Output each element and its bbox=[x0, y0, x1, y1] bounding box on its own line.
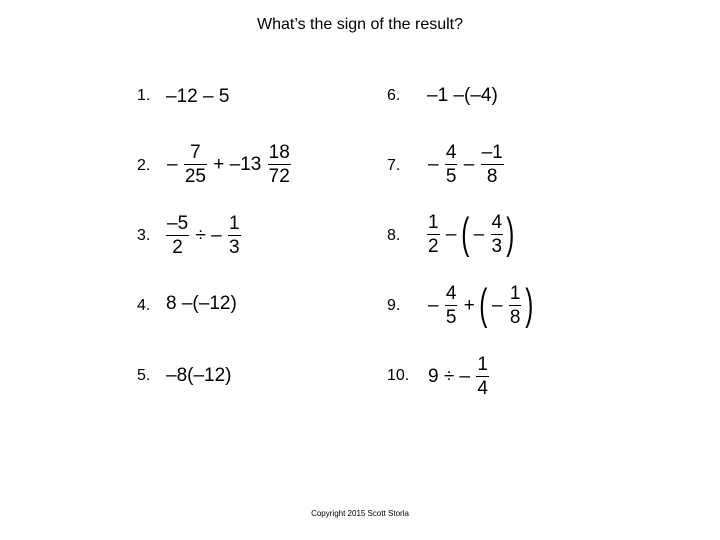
numerator: 7 bbox=[184, 143, 207, 165]
numerator: 1 bbox=[228, 213, 240, 234]
problem-expression: 8 –(–12) bbox=[166, 293, 237, 315]
denominator: 5 bbox=[445, 166, 457, 187]
operator: + –13 bbox=[213, 154, 262, 175]
problem-number: 10. bbox=[387, 367, 410, 384]
operator: – bbox=[463, 154, 475, 175]
denominator: 5 bbox=[445, 306, 457, 328]
denominator: 25 bbox=[184, 166, 206, 187]
operator: + bbox=[463, 294, 475, 316]
lead-term: 8 – bbox=[166, 293, 193, 314]
page-title: What’s the sign of the result? bbox=[256, 16, 464, 33]
numerator: 1 bbox=[477, 354, 488, 375]
denominator: 72 bbox=[268, 166, 290, 187]
fraction bbox=[509, 284, 522, 327]
problem-number: 8. bbox=[387, 227, 401, 244]
lead-term: –1 – bbox=[427, 85, 464, 106]
fraction bbox=[268, 143, 291, 186]
fraction bbox=[166, 214, 189, 257]
numerator: 18 bbox=[268, 142, 290, 163]
problem-expression bbox=[166, 214, 241, 257]
denominator: 2 bbox=[428, 235, 439, 257]
inner-term: –12 bbox=[193, 365, 226, 386]
problem-expression: –8(–12) bbox=[166, 365, 232, 387]
sign: – bbox=[492, 294, 503, 316]
denominator: 2 bbox=[172, 237, 183, 258]
problem-number: 6. bbox=[387, 87, 401, 104]
numerator: 4 bbox=[491, 211, 503, 233]
sign: – bbox=[167, 154, 178, 175]
numerator: –5 bbox=[167, 213, 189, 234]
denominator: 3 bbox=[491, 235, 503, 257]
problem-number: 3. bbox=[137, 227, 151, 244]
inner-term: –4 bbox=[470, 85, 492, 106]
operator: – bbox=[445, 223, 457, 245]
problem-expression bbox=[427, 143, 504, 186]
fraction bbox=[427, 213, 440, 256]
problem-expression: –12 – 5 bbox=[166, 86, 230, 107]
fraction bbox=[481, 143, 504, 186]
problem-expression: $\frac{1}{2}$ – ( – $\frac{4}{3}$ ) bbox=[428, 209, 515, 258]
fraction bbox=[491, 213, 504, 256]
operator: ÷ – bbox=[195, 225, 222, 246]
problem-number: 2. bbox=[137, 157, 151, 174]
problem-number: 4. bbox=[137, 297, 151, 314]
fraction bbox=[184, 143, 207, 186]
numerator: 4 bbox=[445, 282, 457, 304]
numerator: 1 bbox=[509, 282, 521, 304]
sign: – bbox=[428, 294, 439, 316]
sign: – bbox=[428, 154, 439, 175]
problem-number: 1. bbox=[137, 87, 151, 104]
problem-expression: –1 –(–4) bbox=[427, 85, 498, 107]
numerator: –1 bbox=[481, 142, 503, 163]
numerator: 4 bbox=[445, 142, 457, 163]
fraction bbox=[228, 214, 241, 257]
denominator: 8 bbox=[509, 306, 521, 328]
inner-term: –12 bbox=[198, 293, 231, 314]
sign: – bbox=[473, 223, 485, 245]
problem-number: 5. bbox=[137, 367, 151, 384]
copyright-footer: Copyright 2015 Scott Storla bbox=[311, 509, 409, 518]
problem-expression bbox=[166, 143, 291, 186]
problem-expression: – $\frac{4}{5}$ + ( – $\frac{1}{8}$ ) bbox=[428, 280, 534, 329]
denominator: 8 bbox=[486, 166, 498, 187]
problem-expression bbox=[427, 355, 489, 398]
fraction bbox=[445, 143, 458, 186]
fraction bbox=[445, 284, 458, 327]
denominator: 3 bbox=[228, 237, 240, 258]
lead-term: 9 ÷ – bbox=[428, 366, 471, 387]
fraction bbox=[476, 355, 489, 398]
numerator: 1 bbox=[428, 211, 439, 233]
denominator: 4 bbox=[477, 378, 488, 399]
lead-term: –8 bbox=[166, 365, 188, 386]
problem-number: 7. bbox=[387, 157, 401, 174]
problem-number: 9. bbox=[387, 297, 401, 314]
